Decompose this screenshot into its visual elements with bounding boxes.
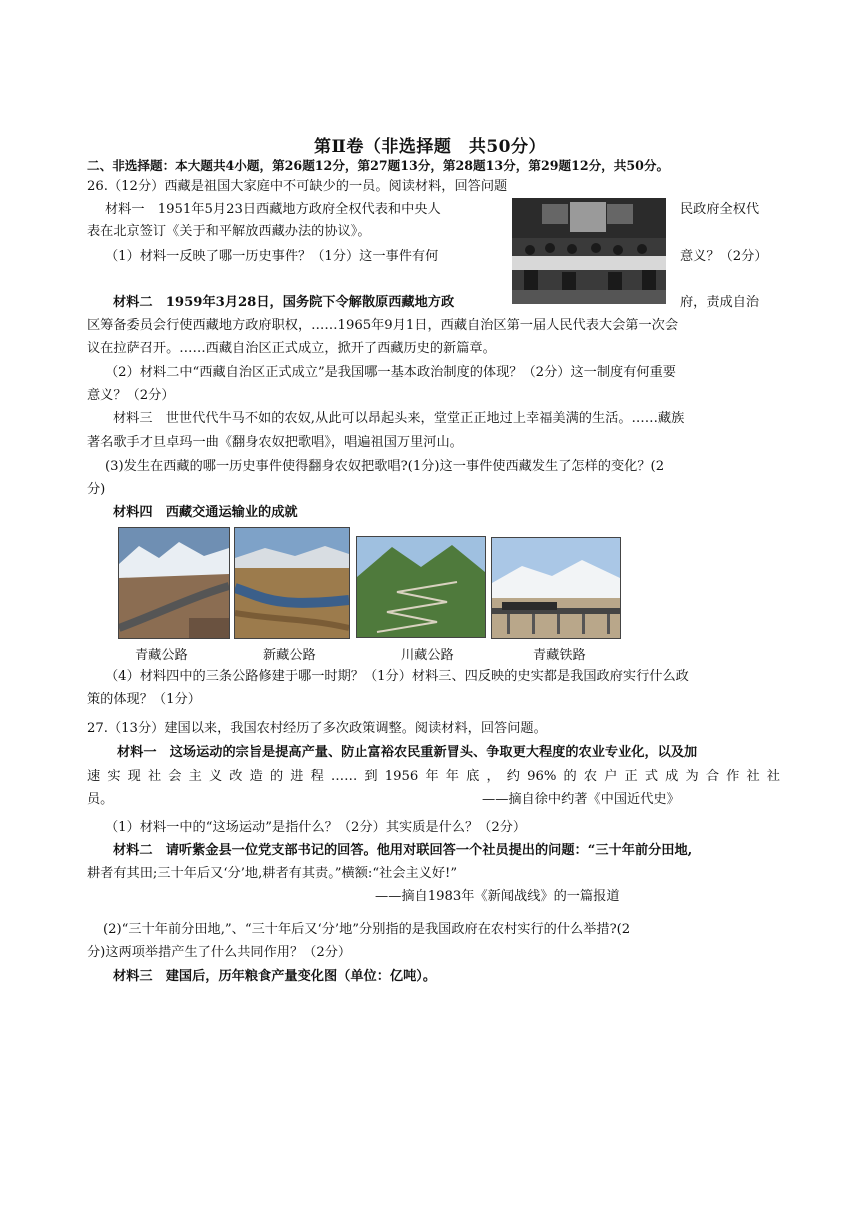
q26-question1-part1: （1）材料一反映了哪一历史事件？（1分）这一事件有何 bbox=[105, 249, 439, 264]
q26-question3-line2: 分) bbox=[87, 482, 106, 497]
q27-material2-line2: 耕者有其田;三十年后又‘分’地,耕者有其责。”横额:“社会主义好!” bbox=[87, 866, 458, 881]
qinghai-tibet-highway-photo bbox=[118, 527, 230, 639]
q26-material1-part2: 民政府全权代 bbox=[680, 202, 760, 217]
q26-material4-title: 材料四 西藏交通运输业的成就 bbox=[113, 505, 298, 520]
q27-material2-line1: 材料二 请听紫金县一位党支部书记的回答。他用对联回答一个社员提出的问题：“三十年前分田地, bbox=[113, 843, 693, 858]
section-instruction: 二、非选择题：本大题共4小题，第26题12分，第27题13分，第28题13分，第29题12分，共50分。 bbox=[87, 158, 670, 173]
q26-material1-line2: 表在北京签订《关于和平解放西藏办法的协议》。 bbox=[87, 224, 371, 239]
q26-question2-line2: 意义？（2分） bbox=[87, 388, 175, 403]
xinjiang-tibet-highway-photo bbox=[234, 527, 350, 639]
sichuan-tibet-highway-photo bbox=[356, 536, 486, 638]
q26-material3-line2: 著名歌手才旦卓玛一曲《翻身农奴把歌唱》，唱遍祖国万里河山。 bbox=[87, 435, 463, 450]
photo-caption-2: 新藏公路 bbox=[263, 648, 316, 663]
q26-material2-part2: 府，责成自治 bbox=[680, 295, 760, 310]
q27-intro: 27.（13分）建国以来，我国农村经历了多次政策调整。阅读材料，回答问题。 bbox=[87, 721, 547, 736]
q26-material3-line1: 材料三 世世代代牛马不如的农奴,从此可以昂起头来，堂堂正正地过上幸福美满的生活。……藏族 bbox=[113, 411, 685, 426]
q26-question1-part2: 意义？（2分） bbox=[680, 249, 768, 264]
q26-intro: 26.（12分）西藏是祖国大家庭中不可缺少的一员。阅读材料，回答问题 bbox=[87, 179, 508, 194]
q26-material2-part1: 材料二 1959年3月28日，国务院下令解散原西藏地方政 bbox=[113, 295, 455, 310]
qinghai-tibet-railway-photo bbox=[491, 537, 621, 639]
q27-question2-line2: 分)这两项举措产生了什么共同作用？（2分） bbox=[87, 945, 352, 960]
q26-question3-line1: (3)发生在西藏的哪一历史事件使得翻身农奴把歌唱?(1分)这一事件使西藏发生了怎样的变化？(2 bbox=[105, 459, 665, 474]
q26-question4-line1: （4）材料四中的三条公路修建于哪一时期？（1分）材料三、四反映的史实都是我国政府实行什么政 bbox=[105, 669, 689, 684]
photo-caption-3: 川藏公路 bbox=[401, 648, 454, 663]
q27-question1: （1）材料一中的“这场运动”是指什么？（2分）其实质是什么？（2分） bbox=[105, 820, 527, 835]
photo-caption-4: 青藏铁路 bbox=[533, 648, 586, 663]
q26-material2-line3: 议在拉萨召开。……西藏自治区正式成立，掀开了西藏历史的新篇章。 bbox=[87, 341, 496, 356]
q27-material1-line2: 速实现社会主义改造的进程……到1956年年底，约96%的农户正式成为合作社社 bbox=[87, 769, 780, 784]
q27-material1-line1: 材料一 这场运动的宗旨是提高产量、防止富裕农民重新冒头、争取更大程度的农业专业化，以及加 bbox=[117, 745, 698, 760]
q27-question2-line1: (2)“三十年前分田地,”、“三十年后又‘分’地”分别指的是我国政府在农村实行的什么举措?(2 bbox=[103, 922, 631, 937]
section-title: 第Ⅱ卷（非选择题 共50分） bbox=[314, 137, 546, 157]
q26-question2-line1: （2）材料二中“西藏自治区正式成立”是我国哪一基本政治制度的体现？（2分）这一制度有何重要 bbox=[105, 365, 676, 380]
q27-material2-source: ——摘自1983年《新闻战线》的一篇报道 bbox=[375, 889, 620, 904]
photo-caption-1: 青藏公路 bbox=[135, 648, 188, 663]
q27-material1-source: ——摘自徐中约著《中国近代史》 bbox=[482, 792, 680, 807]
q26-material2-line2: 区筹备委员会行使西藏地方政府职权，……1965年9月1日，西藏自治区第一届人民代表大会第一次会 bbox=[87, 318, 679, 333]
q26-material1-part1: 材料一 1951年5月23日西藏地方政府全权代表和中央人 bbox=[105, 202, 441, 217]
q27-material3: 材料三 建国后，历年粮食产量变化图（单位：亿吨）。 bbox=[113, 969, 437, 984]
q27-material1-line3: 员。 bbox=[87, 792, 114, 807]
signing-ceremony-photo bbox=[512, 198, 666, 304]
q26-question4-line2: 策的体现？（1分） bbox=[87, 692, 201, 707]
